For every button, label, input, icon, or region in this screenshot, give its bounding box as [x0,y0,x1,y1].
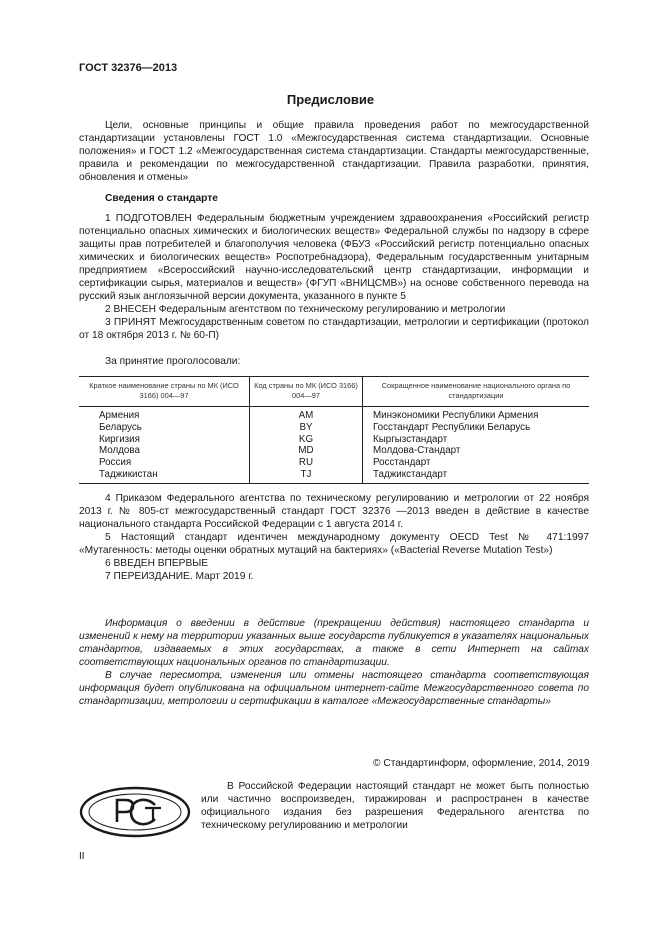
voting-table [79,376,589,484]
standard-info-items [79,212,589,342]
table-header-row [79,377,589,407]
table-row [79,407,589,422]
country-cell: Таджикистан [79,469,250,483]
rights-notice [201,780,589,832]
pct-logo-icon [79,786,191,838]
country-cell: Беларусь [99,421,142,433]
standard-info-items-continued [79,492,589,583]
country-cell: Россия [99,457,132,469]
pct-logo [79,786,191,843]
table-row [79,469,589,483]
column-header-country: Краткое наименование страны по МК (ИСО 3166) 004—97 [79,377,250,407]
notice-paragraph-1: Информация о введении в действие (прекращении действия) настоящего стандарта и изменений к нему на территории указанных выше государств публикуется в указателях национальных стандартов, издаваемых в этих государствах, а также в сети Интернет на сайтах соответствующих национальных органов по стандартизации. [79,618,589,668]
body-cell: Росстандарт [363,457,590,469]
preface-intro-text: Цели, основные принципы и общие правила проведения работ по межгосударственной стандартизации установлены ГОСТ 1.0 «Межгосударственная система стандартизации. Основные положения» и ГОСТ 1.2 «Межгосударственная система стандартизации. Стандарты межгосударственные, правила и рекомендации по межгосударственной стандартизации. Правила разработки, принятия, обновления и отмены» [79,120,589,183]
rights-notice-text: В Российской Федерации настоящий стандарт не может быть полностью или частично воспроизведен, тиражирован и распространен в качестве официального издания без разрешения Федерального агентства по техническому регулированию и метрологии [201,781,589,831]
country-cell: Армения [99,410,140,421]
code-cell: KG [250,434,363,446]
code-cell: RU [250,457,363,469]
info-item-6: 6 ВВЕДЕН ВПЕРВЫЕ [105,558,209,569]
standard-info-title: Сведения о стандарте [105,193,218,204]
country-cell: Киргизия [99,433,140,445]
column-header-body: Сокращенное наименование национального органа по стандартизации [363,377,590,407]
notice-paragraph-2: В случае пересмотра, изменения или отмены настоящего стандарта соответствующая информация будет опубликована на официальном интернет-сайте Межгосударственного совета по стандартизации, метрологии и сертификации в каталоге «Межгосударственные стандарты» [79,670,589,707]
country-cell: Молдова [99,445,140,457]
preface-intro [79,119,589,184]
body-cell: Минэкономики Республики Армения [363,407,590,422]
body-cell: Кыргызстандарт [363,434,590,446]
info-item-7: 7 ПЕРЕИЗДАНИЕ. Март 2019 г. [105,571,254,582]
notice-block [79,617,589,708]
table-row [79,457,589,469]
body-cell: Таджикстандарт [363,469,590,483]
info-item-4: 4 Приказом Федерального агентства по техническому регулированию и метрологии от 22 ноября 2013 г. № 805-ст межгосударственный стандарт ГОСТ 32376 —2013 введен в действие в качестве национального стандарта Российской Федерации с 1 августа 2014 г. [79,493,589,530]
voted-label: За принятие проголосовали: [105,356,241,367]
info-item-1: 1 ПОДГОТОВЛЕН Федеральным бюджетным учреждением здравоохранения «Российский регистр потенциально опасных химических и биологических веществ» Федеральной службы по надзору в сфере защиты прав потребителей и благополучия человека (ФБУЗ «Российский регистр потенциально опасных химических и биологических веществ» Роспотребнадзора), Федеральным государственным унитарным предприятием «Всероссийский научно-исследовательский центр стандартизации, информации и сертификации сырья, материалов и веществ» (ФГУП «ВНИЦСМВ») на основе собственного перевода на русский язык англоязычной версии документа, указанного в пункте 5 [79,213,589,302]
info-item-5: 5 Настоящий стандарт идентичен международному документу OECD Test № 471:1997 «Мутагенность: методы оценки обратных мутаций на бактериях» («Bacterial Reverse Mutation Test») [79,532,589,556]
column-header-code: Код страны по МК (ИСО 3166) 004—97 [250,377,363,407]
code-cell: BY [250,422,363,434]
code-cell: AM [250,407,363,422]
table-row [79,422,589,434]
table-row [79,434,589,446]
info-item-3: 3 ПРИНЯТ Межгосударственным советом по стандартизации, метрологии и сертификации (протокол от 18 октября 2013 г. № 60-П) [79,317,589,341]
body-cell: Молдова-Стандарт [363,445,590,457]
copyright-line: © Стандартинформ, оформление, 2014, 2019 [373,758,590,769]
document-code: ГОСТ 32376—2013 [79,62,178,74]
info-item-2: 2 ВНЕСЕН Федеральным агентством по техническому регулированию и метрологии [105,304,506,315]
page-number: II [79,851,85,862]
body-cell: Госстандарт Республики Беларусь [363,422,590,434]
code-cell: TJ [250,469,363,483]
code-cell: MD [250,445,363,457]
preface-title: Предисловие [286,92,375,107]
table-row [79,445,589,457]
